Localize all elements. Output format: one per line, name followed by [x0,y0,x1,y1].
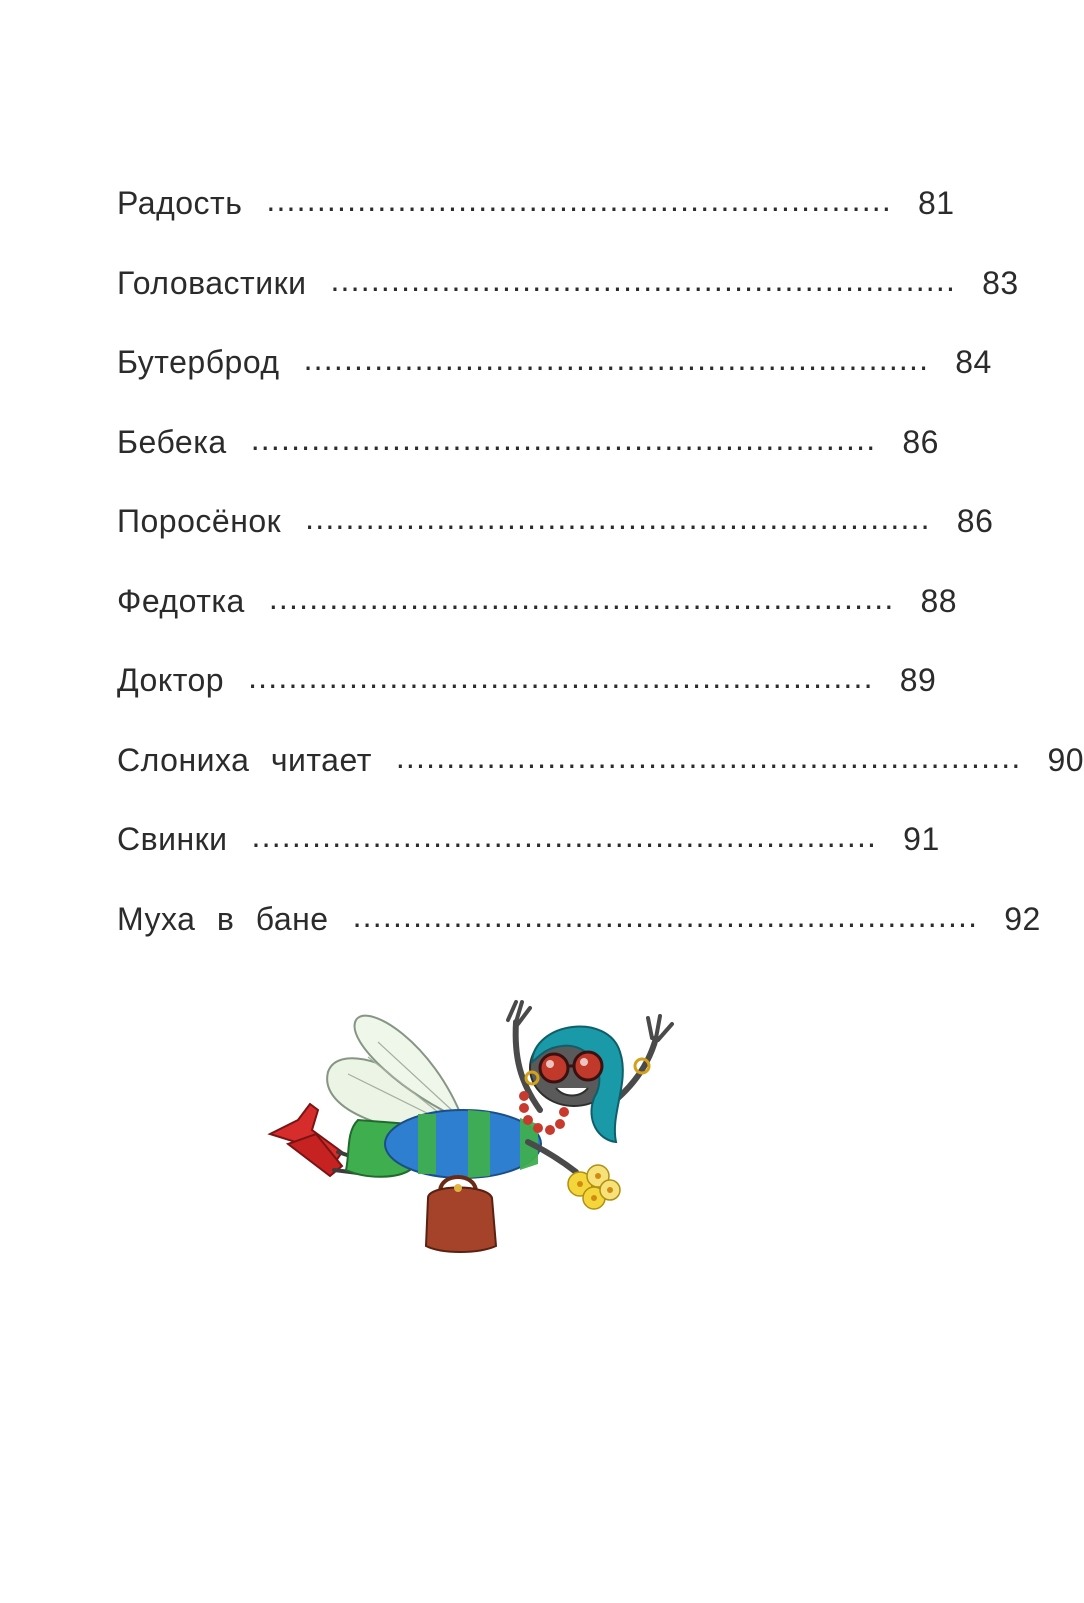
dot-leader: .............................................................. [303,341,930,377]
toc-entry-page: 83 [982,264,1019,301]
toc-entry[interactable] [117,500,994,581]
toc-entry-page: 86 [902,423,939,460]
toc-entry-page: 86 [956,503,994,539]
boots [270,1104,342,1176]
dot-leader: .............................................................. [248,659,874,695]
toc-entry-title: Головастики [117,263,330,303]
toc-entry-page: 92 [1004,900,1041,937]
fly-character-illustration [258,1002,688,1260]
toc-entry[interactable] [117,738,1084,820]
toc-entry[interactable] [117,579,958,661]
toc-entry-title: Поросёнок [117,501,305,541]
striped-body [385,1110,541,1178]
toc-entry[interactable] [117,659,937,740]
handbag [426,1177,496,1252]
toc-entry-page: 88 [920,582,958,619]
toc-entry-title: Радость [117,183,266,223]
dot-leader: .............................................................. [305,500,931,536]
toc-entry-page: 90 [1047,741,1084,778]
toc-entry[interactable] [117,420,939,502]
toc-entry-page: 91 [903,821,940,857]
toc-entry-title: Бебека [117,422,251,462]
dot-leader: .............................................................. [352,897,979,934]
toc-entry-title: Свинки [117,819,252,859]
toc-entry-title: Слониха читает [117,740,396,780]
toc-entry[interactable] [117,261,1019,343]
dot-leader: .............................................................. [266,182,892,218]
dot-leader: .............................................................. [395,738,1022,775]
toc-entry[interactable] [117,818,940,899]
toc-entry[interactable] [117,341,992,422]
toc-entry-page: 84 [955,344,992,380]
toc-entry-title: Федотка [117,581,269,621]
table-of-contents [117,182,1084,978]
toc-entry-title: Доктор [117,660,248,700]
toc-entry[interactable] [117,897,1041,979]
dot-leader: .............................................................. [330,261,957,298]
dot-leader: .............................................................. [268,579,895,616]
toc-entry[interactable] [117,182,955,263]
toc-entry-title: Муха в бане [117,899,353,939]
dot-leader: .............................................................. [250,420,877,457]
toc-entry-title: Бутерброд [117,342,304,382]
toc-entry-page: 89 [899,662,937,698]
toc-entry-page: 81 [918,185,955,221]
dot-leader: .............................................................. [251,818,878,854]
